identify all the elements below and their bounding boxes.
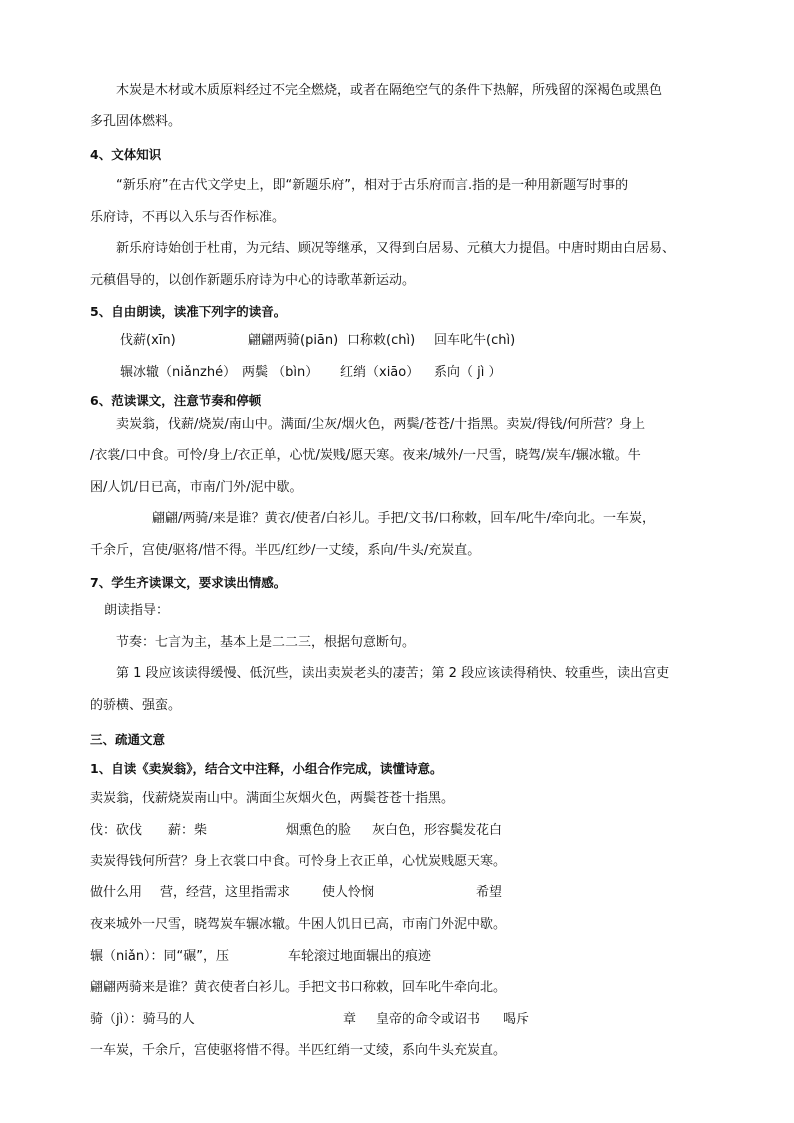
- note-item: 皇帝的命令或诏书: [376, 1012, 481, 1027]
- guide-para-1: 第 1 段应该读得缓慢、低沉些，读出卖炭老头的凄苦；第 2 段应该读得稍快、较重些，读出宫吏: [116, 666, 670, 681]
- reading-line: 卖炭翁，伐薪/烧炭/南山中。满面/尘灰/烟火色，两鬓/苍苍/十指黑。卖炭/得钱/何所营？身上: [116, 417, 646, 432]
- para-charcoal-1: 木炭是木材或木质原料经过不完全燃烧，或者在隔绝空气的条件下热解，所残留的深褐色或黑色: [116, 83, 663, 98]
- heading-7: 7、学生齐读课文，要求读出情感。: [90, 575, 287, 590]
- note-item: 薪：柴: [168, 823, 208, 838]
- reading-line: 困/人饥/日已高，市南/门外/泥中歇。: [90, 480, 303, 495]
- guide-para-2: 的骄横、强蛮。: [90, 698, 182, 713]
- note-item: 伐：砍伐: [90, 823, 143, 838]
- heading-5: 5、自由朗读，读准下列字的读音。: [90, 304, 287, 319]
- note-item: 车轮滚过地面辗出的痕迹: [288, 949, 432, 964]
- heading-three-1: 1、自读《卖炭翁》，结合文中注释，小组合作完成，读懂诗意。: [90, 761, 443, 776]
- pinyin-item: 回车叱牛(chì): [434, 333, 516, 348]
- reading-line: 千余斤，宫使/驱将/惜不得。半匹/红纱/一丈绫，系向/牛头/充炭直。: [90, 543, 481, 558]
- note-item: 灰白色，形容鬓发花白: [372, 823, 503, 838]
- note-item: 做什么用: [90, 885, 143, 900]
- note-item: 骑（jì）：骑马的人: [90, 1012, 195, 1027]
- reading-line: /衣裳/口中食。可怜/身上/衣正单，心忧/炭贱/愿天寒。夜来/城外/一尺雪，晓驾/炭车/辗冰辙。牛: [90, 448, 641, 463]
- note-item: 使人怜悯: [322, 885, 375, 900]
- poem-line: 卖炭翁，伐薪烧炭南山中。满面尘灰烟火色，两鬓苍苍十指黑。: [90, 791, 455, 806]
- para-yuefu-1: “新乐府”在古代文学史上，即“新题乐府”，相对于古乐府而言.指的是一种用新题写时事的: [116, 178, 629, 193]
- pinyin-item: 红绡（xiāo）: [340, 365, 420, 380]
- pinyin-item: 口称敕(chì): [347, 333, 416, 348]
- reading-line: 翩翩/两骑/来是谁？黄衣/使者/白衫儿。手把/文书/口称敕，回车/叱牛/牵向北。一车炭，: [152, 511, 656, 526]
- pinyin-item: 系向（ jì ）: [434, 365, 502, 380]
- heading-4: 4、文体知识: [90, 147, 162, 162]
- para-yuefu-2: 乐府诗，不再以入乐与否作标准。: [90, 210, 286, 225]
- note-item: 烟熏色的脸: [286, 823, 352, 838]
- guide-label: 朗读指导：: [104, 603, 170, 618]
- poem-line: 夜来城外一尺雪，晓驾炭车辗冰辙。牛困人饥日已高，市南门外泥中歇。: [90, 917, 507, 932]
- poem-line: 翩翩两骑来是谁？黄衣使者白衫儿。手把文书口称敕，回车叱牛牵向北。: [90, 980, 507, 995]
- pinyin-item: 翩翩两骑(piān): [248, 333, 339, 348]
- heading-three: 三、疏通文意: [90, 732, 166, 747]
- note-item: 章: [343, 1012, 357, 1027]
- para-origin-1: 新乐府诗始创于杜甫，为元结、顾况等继承，又得到白居易、元稹大力提倡。中唐时期由白居易、: [116, 241, 676, 256]
- pinyin-item: 两鬓 （bìn）: [242, 365, 319, 380]
- note-item: 希望: [476, 885, 503, 900]
- note-item: 营，经营，这里指需求: [160, 885, 291, 900]
- poem-line: 卖炭得钱何所营？身上衣裳口中食。可怜身上衣正单，心忧炭贱愿天寒。: [90, 854, 507, 869]
- para-charcoal-2: 多孔固体燃料。: [90, 114, 182, 129]
- pinyin-item: 伐薪(xīn): [120, 333, 176, 348]
- note-item: 喝斥: [503, 1012, 530, 1027]
- pinyin-item: 辗冰辙（niǎnzhé）: [120, 365, 237, 380]
- para-origin-2: 元稹倡导的，以创作新题乐府诗为中心的诗歌革新运动。: [90, 273, 416, 288]
- poem-line: 一车炭，千余斤，宫使驱将惜不得。半匹红绡一丈绫，系向牛头充炭直。: [90, 1043, 507, 1058]
- note-item: 辗（niǎn）：同“碾”，压: [90, 949, 230, 964]
- heading-6: 6、范读课文，注意节奏和停顿: [90, 393, 262, 408]
- guide-rhythm: 节奏：七言为主，基本上是二二三，根据句意断句。: [116, 635, 416, 650]
